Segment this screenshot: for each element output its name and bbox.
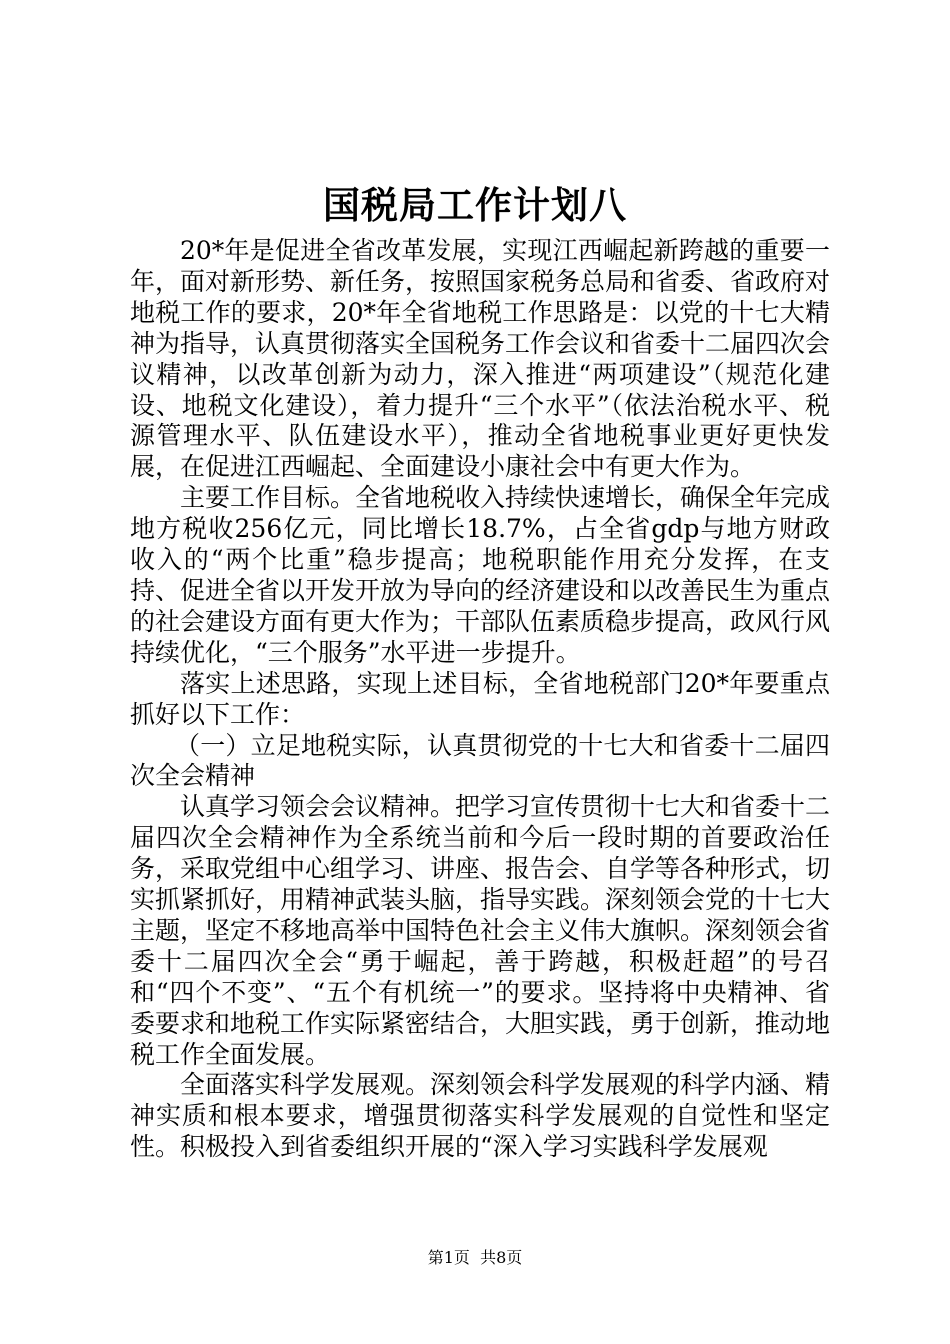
page-footer: [0, 1247, 950, 1269]
page-number-total: 共8页: [480, 1248, 523, 1267]
paragraph-intro: 20*年是促进全省改革发展，实现江西崛起新跨越的重要一年，面对新形势、新任务，按照国家税务总局和省委、省政府对地税工作的要求，20*年全省地税工作思路是：以党的十七大精神为指导，认真贯彻落实全国税务工作会议和省委十二届四次会议精神，以改革创新为动力，深入推进“两项建设”（规范化建设、地税文化建设），着力提升“三个水平”（依法治税水平、税源管理水平、队伍建设水平），推动全省地税事业更好更快发展，在促进江西崛起、全面建设小康社会中有更大作为。: [130, 236, 831, 482]
section-heading-1: （一）立足地税实际，认真贯彻党的十七大和省委十二届四次全会精神: [130, 730, 830, 791]
document-body: [130, 236, 830, 1163]
paragraph-study-spirit: 认真学习领会会议精神。把学习宣传贯彻十七大和省委十二届四次全会精神作为全系统当前和今后一段时期的首要政治任务，采取党组中心组学习、讲座、报告会、自学等各种形式，切实抓紧抓好，用精神武装头脑，指导实践。深刻领会党的十七大主题，坚定不移地高举中国特色社会主义伟大旗帜。深刻领会省委十二届四次全会“勇于崛起，善于跨越，积极赶超”的号召和“四个不变”、“五个有机统一”的要求。坚持将中央精神、省委要求和地税工作实际紧密结合，大胆实践，勇于创新，推动地税工作全面发展。: [130, 792, 831, 1069]
page-number-current: 第1页: [427, 1248, 470, 1267]
paragraph-scientific-development: 全面落实科学发展观。深刻领会科学发展观的科学内涵、精神实质和根本要求，增强贯彻落实科学发展观的自觉性和坚定性。积极投入到省委组织开展的“深入学习实践科学发展观: [130, 1070, 831, 1162]
paragraph-main-goals: 主要工作目标。全省地税收入持续快速增长，确保全年完成地方税收256亿元，同比增长18.7%，占全省gdp与地方财政收入的“两个比重”稳步提高；地税职能作用充分发挥，在支持、促进全省以开发开放为导向的经济建设和以改善民生为重点的社会建设方面有更大作为；干部队伍素质稳步提高，政风行风持续优化，“三个服务”水平进一步提升。: [130, 483, 831, 667]
paragraph-key-work: 落实上述思路，实现上述目标，全省地税部门20*年要重点抓好以下工作：: [130, 668, 830, 729]
document-title: 国税局工作计划八: [323, 184, 627, 227]
